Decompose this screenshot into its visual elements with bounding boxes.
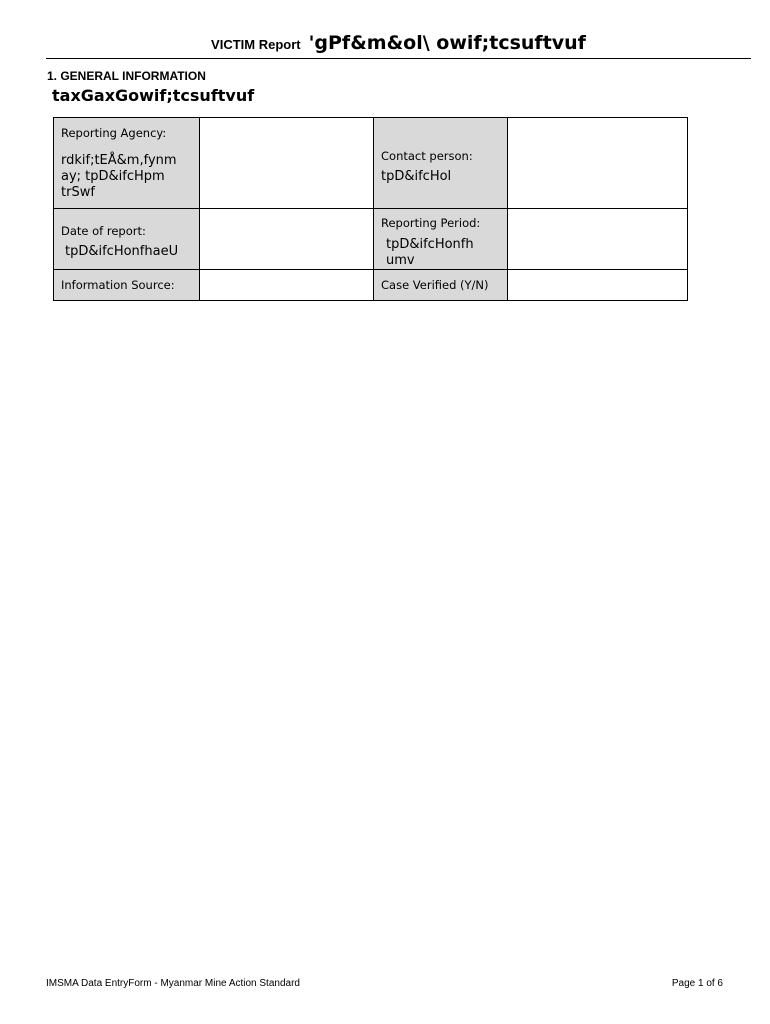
information-source-field[interactable] xyxy=(200,270,374,301)
reporting-agency-label-cell xyxy=(54,118,200,209)
reporting-period-label: Reporting Period: xyxy=(381,216,481,230)
report-title: VICTIM Report xyxy=(211,37,301,52)
table-row xyxy=(54,118,688,209)
reporting-agency-field[interactable] xyxy=(200,118,374,209)
case-verified-field[interactable] xyxy=(508,270,688,301)
contact-person-field[interactable] xyxy=(508,118,688,209)
date-of-report-label-cell xyxy=(54,209,200,270)
contact-person-label-myanmar: tpD&ifcHol xyxy=(381,169,452,184)
general-information-table xyxy=(53,117,688,301)
case-verified-label-cell xyxy=(374,270,508,301)
footer-page-number: Page 1 of 6 xyxy=(671,978,723,989)
contact-person-label: Contact person: xyxy=(381,149,473,163)
date-of-report-label-myanmar: tpD&ifcHonfhaeU xyxy=(65,244,179,259)
reporting-period-field[interactable] xyxy=(508,209,688,270)
reporting-agency-label-myanmar: rdkif;tEÅ&m,fynm ay; tpD&ifcHpm trSwf xyxy=(61,153,177,200)
footer-document-name: IMSMA Data EntryForm - Myanmar Mine Action Standard xyxy=(46,978,300,989)
reporting-agency-label: Reporting Agency: xyxy=(61,126,167,140)
section-title: 1. GENERAL INFORMATION xyxy=(47,69,206,83)
contact-person-label-cell xyxy=(374,118,508,209)
section-subtitle: taxGaxGowif;tcsuftvuf xyxy=(52,86,255,105)
date-of-report-label: Date of report: xyxy=(61,224,146,238)
reporting-period-label-myanmar: tpD&ifcHonfh umv xyxy=(386,237,474,268)
report-title-myanmar: 'gPf&m&ol\ owif;tcsuftvuf xyxy=(308,32,586,54)
table-row xyxy=(54,209,688,270)
date-of-report-field[interactable] xyxy=(200,209,374,270)
information-source-label-cell xyxy=(54,270,200,301)
case-verified-label: Case Verified (Y/N) xyxy=(381,278,489,292)
page-header xyxy=(46,32,751,59)
reporting-period-label-cell xyxy=(374,209,508,270)
information-source-label: Information Source: xyxy=(61,278,175,292)
table-row xyxy=(54,270,688,301)
